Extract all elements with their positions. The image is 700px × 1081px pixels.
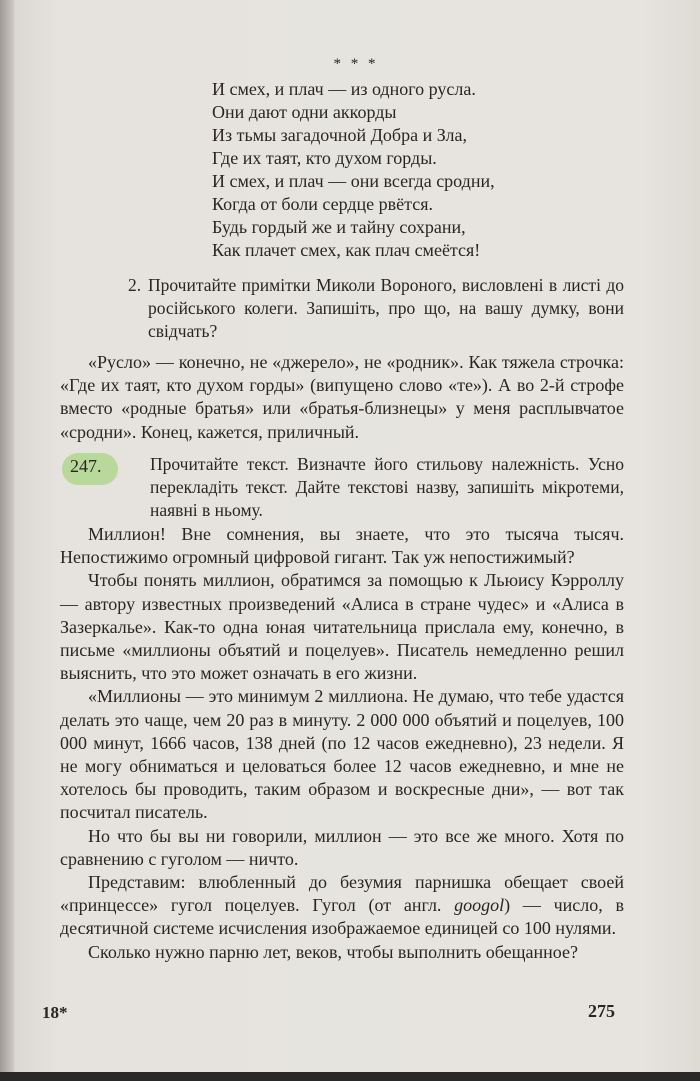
- paragraph: Но что бы вы ни говорили, миллион — это все же много. Хотя по сравнению с гуголом — ничто.: [60, 825, 624, 869]
- author-note-text: «Русло» — конечно, не «джерело», не «родник». Как тяжела строчка: «Где их таят, кто духом горды» (випущено слово «те»). А во 2-й строфе вместо «родные братья» или «братья-близнецы» у меня расплывчатое «сродни». Конец, кажется, приличный.: [60, 352, 624, 442]
- english-term: googol: [454, 895, 505, 916]
- poem-line: И смех, и плач — из одного русла.: [212, 79, 476, 99]
- exercise-number: 247.: [70, 456, 102, 476]
- poem-line: Из тьмы загадочной Добра и Зла,: [212, 125, 467, 145]
- poem-line: Как плачет смех, как плач смеётся!: [212, 240, 481, 260]
- exercise-247: [60, 453, 624, 523]
- poem-line: Будь гордый же и тайну сохрани,: [212, 217, 466, 237]
- task-2-text: Прочитайте примітки Миколи Вороного, висловлені в листі до російського колеги. Запишіть, про що, на вашу думку, вони свідчать?: [148, 275, 624, 341]
- page-number: 275: [588, 1001, 615, 1021]
- poem: [212, 78, 495, 262]
- poem-line: Где их таят, кто духом горды.: [212, 148, 437, 168]
- exercise-text: [60, 523, 624, 964]
- paragraph: «Миллионы — это минимум 2 миллиона. Не думаю, что тебе удастся делать это чаще, чем 20 раз в минуту. 2 000 000 объятий и поцелуев, 100 000 минут, 1666 часов, 138 дней (по 12 часов ежедневно), 23 недели. Я не могу обниматься и целоваться более 12 часов ежедневно, и мне не хотелось бы проводить, таким образом и воскресные дни», — вот так посчитал писатель.: [60, 686, 624, 823]
- printer-signature: 18*: [42, 1003, 68, 1022]
- paragraph-part: ) — число, в десятичной системе исчисления изображаемое единицей со 100 нулями.: [60, 895, 624, 939]
- author-note: [60, 351, 624, 444]
- poem-separator: * * *: [333, 56, 379, 72]
- task-2: [128, 274, 624, 343]
- paragraph: [60, 871, 624, 941]
- poem-line: И смех, и плач — они всегда сродни,: [212, 171, 495, 191]
- poem-line: Когда от боли сердце рвётся.: [212, 194, 433, 214]
- paragraph: Миллион! Вне сомнения, вы знаете, что это тысяча тысяч. Непостижимо огромный цифровой гигант. Так уж непостижимый?: [60, 524, 624, 568]
- exercise-instruction: Прочитайте текст. Визначте його стильову належність. Усно перекладіть текст. Дайте текстові назву, запишіть мікротеми, наявні в ньому.: [150, 454, 624, 520]
- paragraph-part: Представим: влюбленный до безумия парнишка обещает своей «принцессе» гугол поцелуев. Гугол (от англ.: [60, 872, 624, 916]
- scan-edge: [0, 1072, 700, 1081]
- paragraph: Сколько нужно парню лет, веков, чтобы выполнить обещанное?: [88, 941, 578, 962]
- page-binding-shadow: [0, 0, 14, 1072]
- poem-line: Они дают одни аккорды: [212, 102, 397, 122]
- task-2-number: 2.: [128, 275, 142, 295]
- paragraph: Чтобы понять миллион, обратимся за помощью к Льюису Кэрроллу — автору известных произведений «Алиса в стране чудес» и «Алиса в Зазеркалье». Как-то одна юная читательница прислала ему, конечно, в письме «миллионы объятий и поцелуев». Писатель немедленно решил выяснить, что это может означать в его жизни.: [60, 570, 624, 684]
